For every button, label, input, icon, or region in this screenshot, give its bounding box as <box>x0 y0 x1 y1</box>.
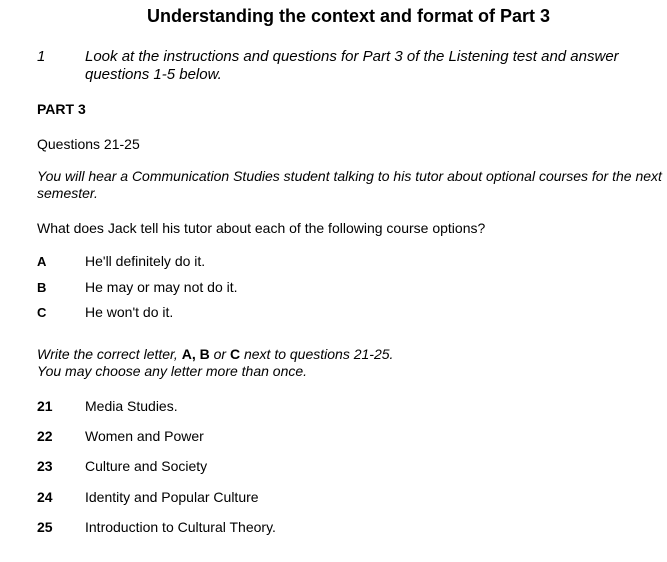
question-text: Identity and Popular Culture <box>85 489 259 505</box>
question-text: Introduction to Cultural Theory. <box>85 519 276 535</box>
question-number: 22 <box>37 428 53 444</box>
option-text-b: He may or may not do it. <box>85 279 238 295</box>
question-text: Media Studies. <box>85 398 178 414</box>
write-instruction-line1: Write the correct letter, A, B or C next to questions 21-25. <box>37 346 394 362</box>
context-description: You will hear a Communication Studies student talking to his tutor about optional courses for the next semester. <box>37 168 662 201</box>
option-text-c: He won't do it. <box>85 304 174 320</box>
question-text: Women and Power <box>85 428 204 444</box>
part-heading: PART 3 <box>37 101 86 117</box>
option-letter-a: A <box>37 254 47 269</box>
question-number: 21 <box>37 398 53 414</box>
question-stem: What does Jack tell his tutor about each of the following course options? <box>37 220 486 236</box>
option-letter-b: B <box>37 280 47 295</box>
questions-range: Questions 21-25 <box>37 136 140 152</box>
write-instruction-line2: You may choose any letter more than once. <box>37 363 308 379</box>
question-number: 25 <box>37 519 53 535</box>
option-text-a: He'll definitely do it. <box>85 253 206 269</box>
page-title: Understanding the context and format of Part 3 <box>146 6 551 26</box>
letter-c: C <box>229 346 241 362</box>
question-number: 23 <box>37 458 53 474</box>
write-instruction <box>37 346 657 380</box>
option-letter-c: C <box>37 305 47 320</box>
question-text: Culture and Society <box>85 458 208 474</box>
letters-ab: A, B <box>181 346 210 362</box>
question-number: 24 <box>37 489 53 505</box>
exercise-number: 1 <box>37 48 46 65</box>
exercise-instruction: Look at the instructions and questions for Part 3 of the Listening test and answer questions 1-5 below. <box>85 48 619 83</box>
